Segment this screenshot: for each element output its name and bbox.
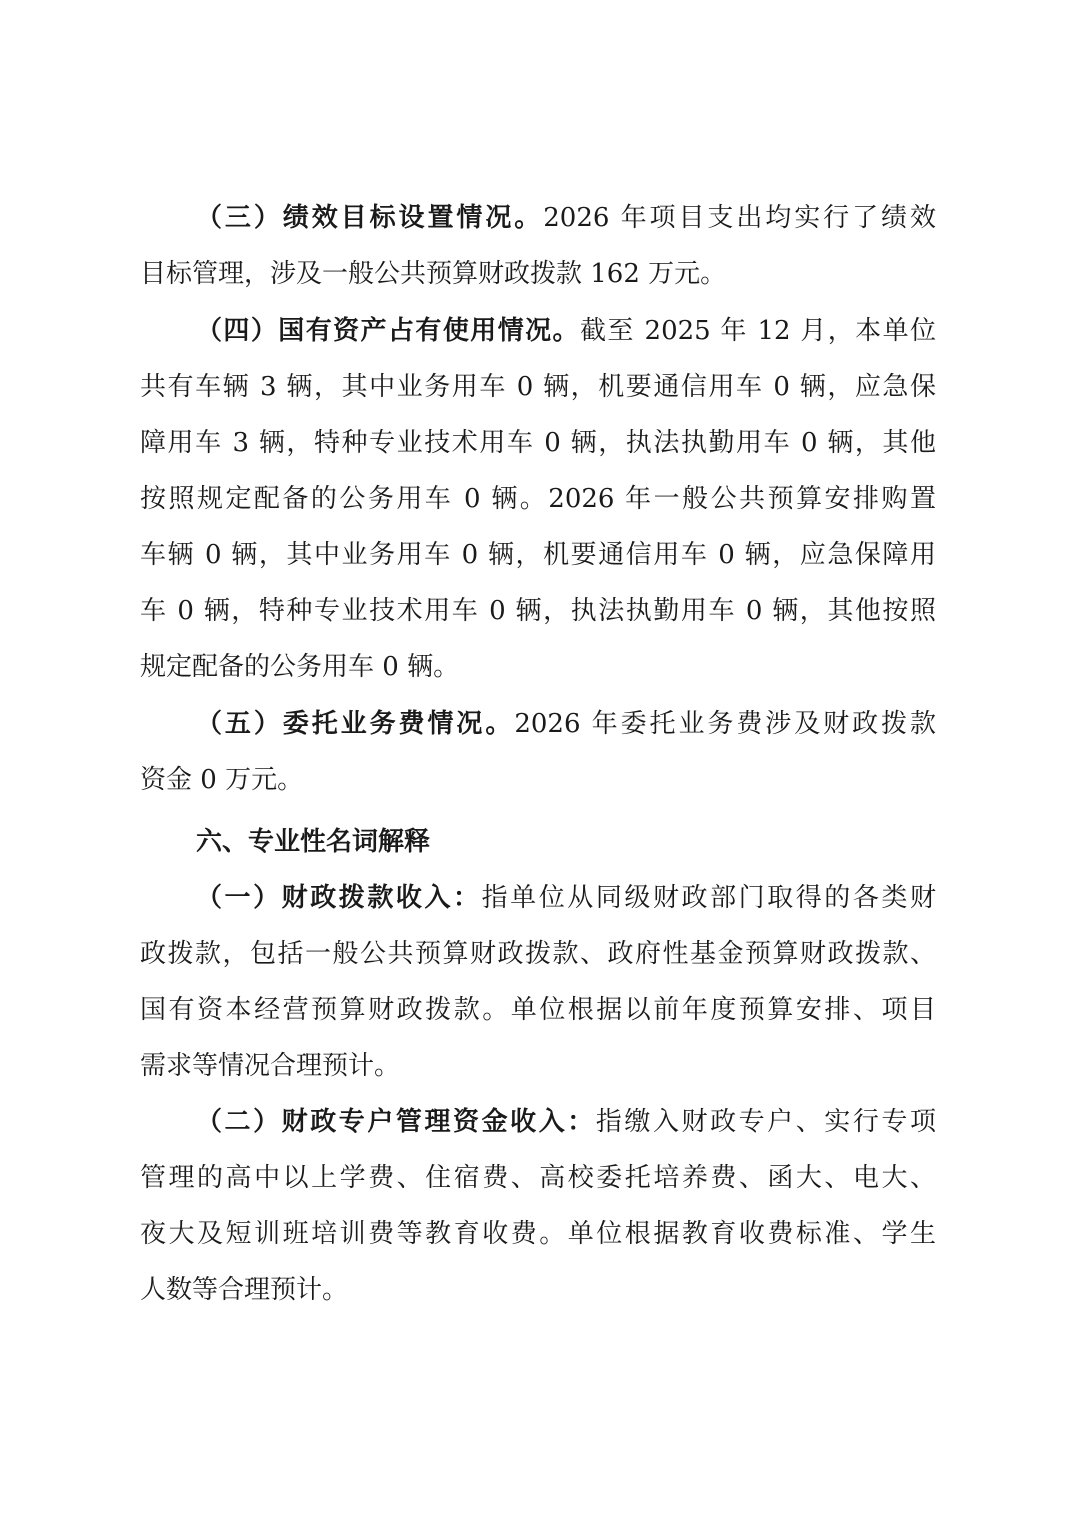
section-five-line-2: 资金 0 万元。 — [140, 765, 304, 795]
section-four-line-6: 车 0 辆，特种专业技术用车 0 辆，执法执勤用车 0 辆，其他按照 — [140, 596, 936, 626]
term-one-line-4: 需求等情况合理预计。 — [140, 1051, 401, 1081]
section-four-lead: （四）国有资产占有使用情况。 — [196, 316, 580, 346]
section-five-line-1 — [196, 696, 936, 752]
term-two-line-3: 夜大及短训班培训费等教育收费。单位根据教育收费标准、学生 — [140, 1219, 936, 1249]
section-four-line-4: 按照规定配备的公务用车 0 辆。2026 年一般公共预算安排购置 — [140, 484, 936, 514]
section-three-line-1 — [196, 190, 936, 246]
section-four-line-1 — [196, 303, 936, 359]
section-four-line-3: 障用车 3 辆，特种专业技术用车 0 辆，执法执勤用车 0 辆，其他 — [140, 428, 936, 458]
section-five-lead: （五）委托业务费情况。 — [196, 709, 515, 739]
term-one-line-2: 政拨款，包括一般公共预算财政拨款、政府性基金预算财政拨款、 — [140, 939, 936, 969]
section-three-line-2: 目标管理，涉及一般公共预算财政拨款 162 万元。 — [140, 259, 727, 289]
section-five-line-1-text: 2026 年委托业务费涉及财政拨款 — [514, 709, 936, 739]
term-one-line-3: 国有资本经营预算财政拨款。单位根据以前年度预算安排、项目 — [140, 995, 936, 1025]
term-one-line-1-text: 指单位从同级财政部门取得的各类财 — [481, 883, 936, 913]
section-four-line-1-text: 截至 2025 年 12 月，本单位 — [579, 316, 936, 346]
term-one-line-1 — [196, 870, 936, 926]
term-two-lead: （二）财政专户管理资金收入： — [196, 1107, 596, 1137]
term-one-lead: （一）财政拨款收入： — [196, 883, 482, 913]
section-four-line-7: 规定配备的公务用车 0 辆。 — [140, 652, 460, 682]
term-two-line-1 — [196, 1094, 936, 1150]
section-four-line-5: 车辆 0 辆，其中业务用车 0 辆，机要通信用车 0 辆，应急保障用 — [140, 540, 936, 570]
term-two-line-1-text: 指缴入财政专户、实行专项 — [595, 1107, 936, 1137]
section-three-lead: （三）绩效目标设置情况。 — [196, 203, 544, 233]
term-two-line-2: 管理的高中以上学费、住宿费、高校委托培养费、函大、电大、 — [140, 1163, 936, 1193]
section-six-heading: 六、专业性名词解释 — [196, 827, 431, 857]
section-four-line-2: 共有车辆 3 辆，其中业务用车 0 辆，机要通信用车 0 辆，应急保 — [140, 372, 936, 402]
term-two-line-4: 人数等合理预计。 — [140, 1275, 349, 1305]
section-three-line-1-text: 2026 年项目支出均实行了绩效 — [543, 203, 936, 233]
